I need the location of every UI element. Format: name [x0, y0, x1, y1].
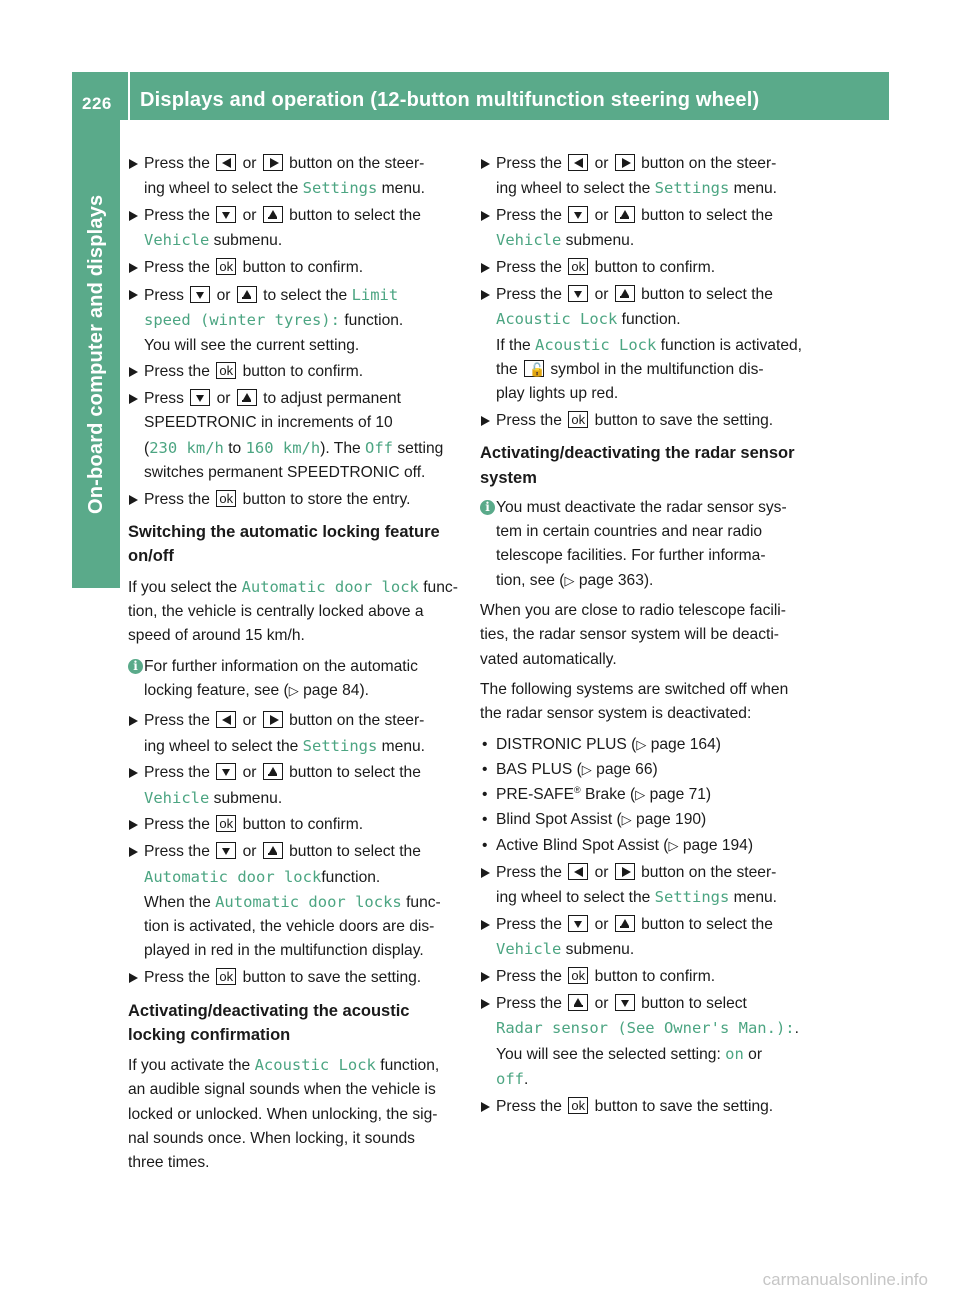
- instruction-step: Press the or button on the steer- ing wheel to select the Settings menu.: [128, 152, 464, 202]
- left-key-icon: [568, 154, 588, 171]
- up-key-icon: [615, 915, 635, 932]
- arrow-icon: [129, 263, 138, 273]
- page-number: 226: [82, 94, 112, 113]
- instruction-step: Press the or button to select the Vehicle submenu.: [128, 761, 464, 811]
- down-key-icon: [216, 206, 236, 223]
- arrow-icon: [481, 920, 490, 930]
- paragraph: When you are close to radio telescope facili- ties, the radar sensor system will be deacti- vated automatically.: [480, 602, 786, 668]
- page-ref-icon: ▷: [288, 682, 299, 698]
- arrow-icon: [481, 868, 490, 878]
- up-key-icon: [615, 206, 635, 223]
- left-key-icon: [568, 863, 588, 880]
- info-note: i You must deactivate the radar sensor sys- tem in certain countries and near radio telescope facilities. For further informa- tion, see (▷ page 363).: [480, 496, 820, 593]
- up-key-icon: [237, 389, 257, 406]
- page-ref-icon: ▷: [621, 812, 632, 828]
- down-key-icon: [568, 206, 588, 223]
- ok-key-icon: ok: [568, 967, 588, 984]
- instruction-step: Press the ok button to save the setting.: [480, 1095, 820, 1119]
- instruction-step: Press the or button on the steer- ing wheel to select the Settings menu.: [480, 861, 820, 911]
- list-item: • Active Blind Spot Assist (▷ page 194): [482, 836, 754, 854]
- page-ref-icon: ▷: [668, 837, 679, 853]
- instruction-step: Press the or button to select the Vehicle submenu.: [480, 913, 820, 963]
- ok-key-icon: ok: [568, 1097, 588, 1114]
- info-icon: i: [480, 500, 495, 515]
- page-ref-icon: ▷: [636, 736, 647, 752]
- instruction-step: Press the ok button to confirm.: [480, 965, 820, 989]
- instruction-step: Press the ok button to confirm.: [128, 256, 464, 280]
- ok-key-icon: ok: [216, 490, 236, 507]
- arrow-icon: [129, 495, 138, 505]
- instruction-step: Press the or button to select the Automatic door lockfunction. When the Automatic door locks func- tion is activated, the vehicle doors are dis- played in red in the multifunction display.: [128, 840, 464, 963]
- settings-menu-label: Settings: [302, 179, 378, 198]
- page-ref-icon: ▷: [564, 572, 575, 588]
- info-icon: i: [128, 659, 143, 674]
- instruction-step: Press the ok button to confirm.: [128, 813, 464, 837]
- ok-key-icon: ok: [568, 411, 588, 428]
- ok-key-icon: ok: [216, 258, 236, 275]
- page-ref-icon: ▷: [635, 787, 646, 803]
- right-key-icon: [615, 863, 635, 880]
- section-tab-label: On-board computer and displays: [84, 194, 107, 514]
- ok-key-icon: ok: [216, 815, 236, 832]
- arrow-icon: [481, 263, 490, 273]
- section-heading: Activating/deactivating the radar sensor system: [480, 444, 795, 487]
- arrow-icon: [129, 847, 138, 857]
- instruction-step: Press the ok button to store the entry.: [128, 488, 464, 512]
- instruction-step: Press or to adjust permanent SPEEDTRONIC in increments of 10 (230 km/h to 160 km/h). The Off setting switches permanent SPEEDTRONIC off.: [128, 387, 464, 485]
- instruction-step: Press the or button on the steer- ing wheel to select the Settings menu.: [480, 152, 820, 202]
- up-key-icon: [263, 763, 283, 780]
- arrow-icon: [481, 290, 490, 300]
- left-key-icon: [216, 711, 236, 728]
- instruction-step: Press the or button on the steer- ing wheel to select the Settings menu.: [128, 709, 464, 759]
- paragraph: If you activate the Acoustic Lock function, an audible signal sounds when the vehicle is locked or unlocked. When unlocking, the sig- nal sounds once. When locking, it sounds three times.: [128, 1056, 440, 1172]
- paragraph: The following systems are switched off when the radar sensor system is deactivated:: [480, 680, 789, 723]
- arrow-icon: [481, 211, 490, 221]
- arrow-icon: [129, 290, 138, 300]
- arrow-icon: [481, 1102, 490, 1112]
- up-key-icon: [568, 994, 588, 1011]
- left-column: [128, 152, 464, 1182]
- left-key-icon: [216, 154, 236, 171]
- ok-key-icon: ok: [568, 258, 588, 275]
- list-item: • Blind Spot Assist (▷ page 190): [482, 811, 707, 829]
- section-heading: Activating/deactivating the acoustic locking confirmation: [128, 1001, 410, 1044]
- instruction-step: Press the or button to select the Vehicle submenu.: [128, 204, 464, 254]
- header-divider: [128, 72, 130, 120]
- up-key-icon: [263, 206, 283, 223]
- down-key-icon: [190, 286, 210, 303]
- watermark: carmanualsonline.info: [762, 1270, 928, 1289]
- vehicle-submenu-label: Vehicle: [144, 231, 210, 250]
- arrow-icon: [129, 820, 138, 830]
- arrow-icon: [481, 972, 490, 982]
- arrow-icon: [129, 716, 138, 726]
- arrow-icon: [129, 973, 138, 983]
- arrow-icon: [481, 999, 490, 1009]
- list-item: • BAS PLUS (▷ page 66): [482, 760, 658, 778]
- page-title: Displays and operation (12-button multifunction steering wheel): [140, 89, 760, 111]
- instruction-step: Press the ok button to save the setting.: [128, 966, 464, 990]
- lock-icon: 🔓: [524, 360, 544, 377]
- ok-key-icon: ok: [216, 968, 236, 985]
- page-ref-icon: ▷: [581, 761, 592, 777]
- list-item: • PRE-SAFE® Brake (▷ page 71): [482, 784, 712, 804]
- instruction-step: Press the or button to select Radar sensor (See Owner's Man.):. You will see the selected setting: on or off.: [480, 992, 820, 1092]
- down-key-icon: [568, 285, 588, 302]
- right-key-icon: [615, 154, 635, 171]
- page-header: [72, 72, 889, 120]
- up-key-icon: [615, 285, 635, 302]
- arrow-icon: [129, 367, 138, 377]
- instruction-step: Press the or button to select the Vehicle submenu.: [480, 204, 820, 254]
- paragraph: If you select the Automatic door lock func- tion, the vehicle is centrally locked above a speed of around 15 km/h.: [128, 577, 458, 645]
- instruction-step: Press or to select the Limit speed (winter tyres): function. You will see the current setting.: [128, 283, 464, 358]
- instruction-step: Press the or button to select the Acoustic Lock function. If the Acoustic Lock function is activated, the 🔓 symbol in the multifunction dis- play lights up red.: [480, 283, 820, 406]
- down-key-icon: [615, 994, 635, 1011]
- section-tab: [72, 120, 120, 588]
- instruction-step: Press the ok button to confirm.: [128, 360, 464, 384]
- arrow-icon: [129, 394, 138, 404]
- down-key-icon: [216, 842, 236, 859]
- right-column: [480, 152, 820, 1121]
- instruction-step: Press the ok button to confirm.: [480, 256, 820, 280]
- down-key-icon: [216, 763, 236, 780]
- arrow-icon: [481, 416, 490, 426]
- right-key-icon: [263, 711, 283, 728]
- arrow-icon: [129, 159, 138, 169]
- up-key-icon: [263, 842, 283, 859]
- arrow-icon: [129, 211, 138, 221]
- ok-key-icon: ok: [216, 362, 236, 379]
- arrow-icon: [129, 768, 138, 778]
- down-key-icon: [190, 389, 210, 406]
- right-key-icon: [263, 154, 283, 171]
- list-item: • DISTRONIC PLUS (▷ page 164): [482, 735, 721, 753]
- info-note: i For further information on the automatic locking feature, see (▷ page 84).: [128, 655, 464, 704]
- arrow-icon: [481, 159, 490, 169]
- instruction-step: Press the ok button to save the setting.: [480, 409, 820, 433]
- down-key-icon: [568, 915, 588, 932]
- up-key-icon: [237, 286, 257, 303]
- section-heading: Switching the automatic locking feature on/off: [128, 523, 440, 566]
